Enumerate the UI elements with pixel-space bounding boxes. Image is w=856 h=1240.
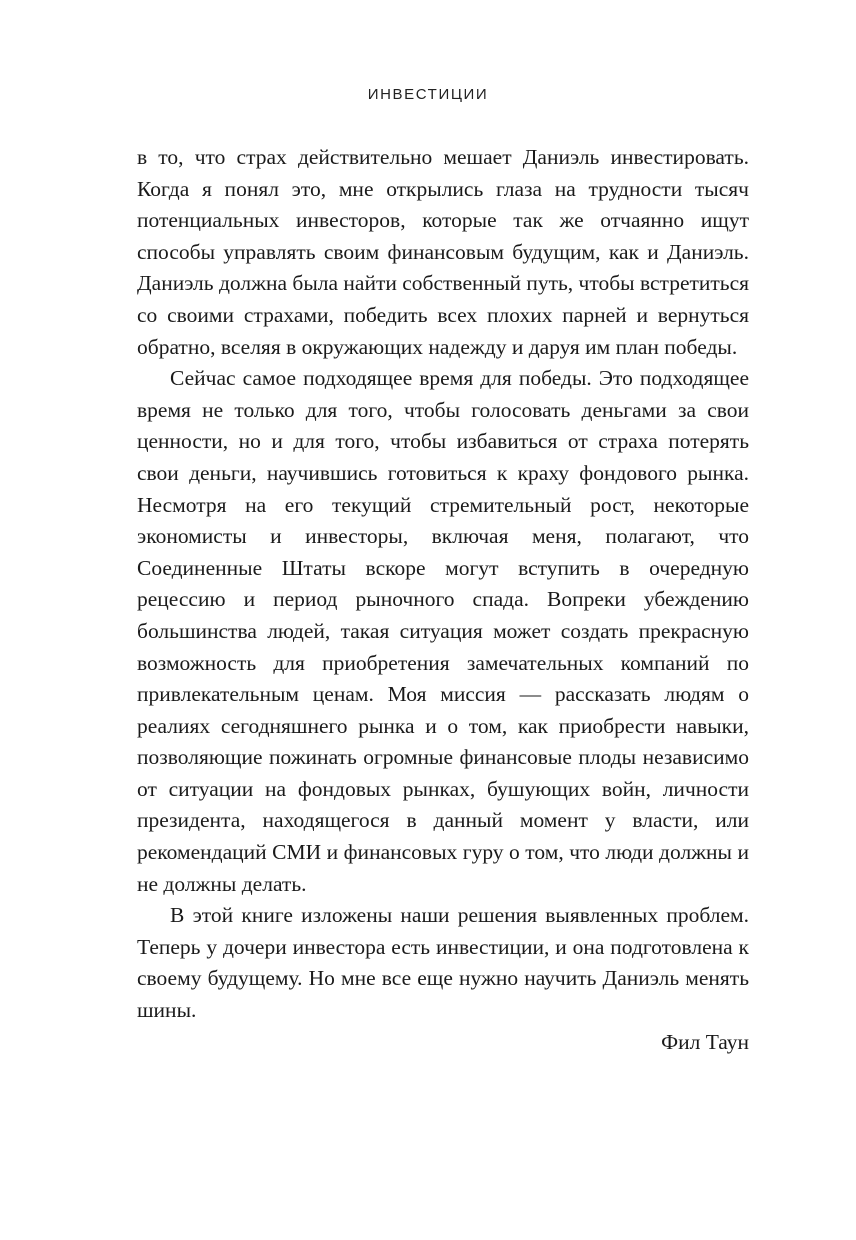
paragraph-3: В этой книге изложены наши решения выявленных проблем. Теперь у дочери инвестора есть инвестиции, и она подготовлена к своему будущему. Но мне все еще нужно научить Даниэль менять шины. (137, 903, 749, 1023)
running-header: ИНВЕСТИЦИИ (367, 86, 489, 103)
paragraph-2: Сейчас самое подходящее время для победы. Это подходящее время не только для того, чтобы голосовать деньгами за свои ценности, но и для того, чтобы избавиться от страха потерять свои деньги, научившись готовиться к краху фондового рынка. Несмотря на его текущий стремительный рост, некоторые экономисты и инвесторы, включая меня, полагают, что Соединенные Штаты вскоре могут вступить в очередную рецессию и период рыночного спада. Вопреки убеждению большинства людей, такая ситуация может создать прекрасную возможность для приобретения замечательных компаний по привлекательным ценам. Моя миссия — рассказать людям о реалиях сегодняшнего рынка и о том, как приобрести навыки, позволяющие пожинать огромные финансовые плоды независимо от ситуации на фондовых рынках, бушующих войн, личности президента, находящегося в данный момент у власти, или рекомендаций СМИ и финансовых гуру о том, что люди должны и не должны делать. (137, 366, 749, 896)
paragraph-1: в то, что страх действительно мешает Даниэль инвестировать. Когда я понял это, мне открылись глаза на трудности тысяч потенциальных инвесторов, которые так же отчаянно ищут способы управлять своим финансовым будущим, как и Даниэль. Даниэль должна была найти собственный путь, чтобы встретиться со своими страхами, победить всех плохих парней и вернуться обратно, вселяя в окружающих надежду и даруя им план победы. (137, 145, 750, 359)
author-signature: Фил Таун (661, 1029, 749, 1054)
body-text (137, 142, 749, 1058)
